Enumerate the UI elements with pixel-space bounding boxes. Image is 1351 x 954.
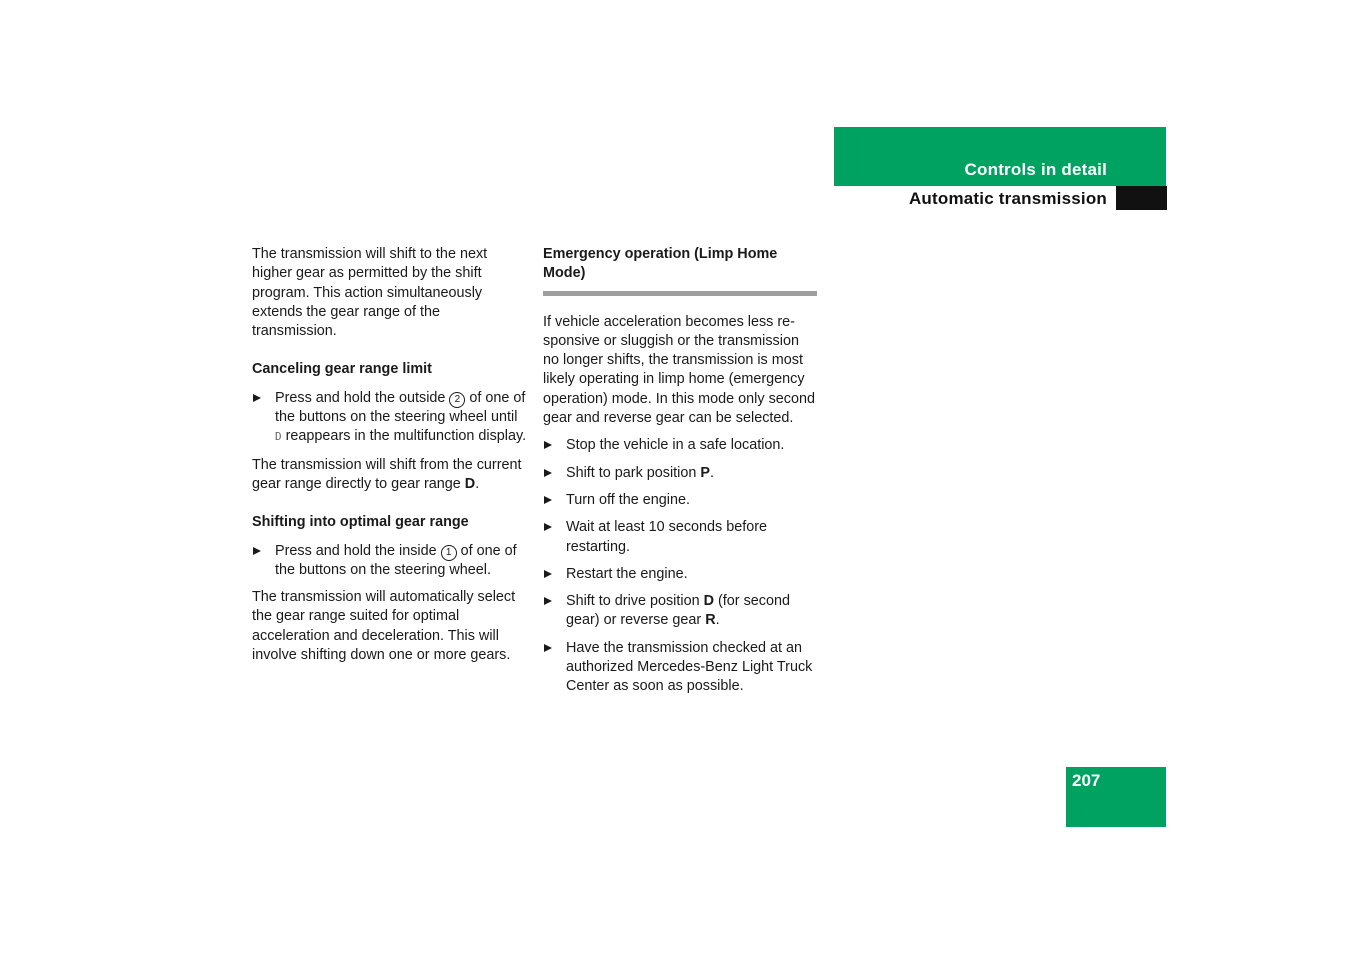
optimal-result: The transmission will automatically select the gear range suited for optimal acceleration and deceleration. This will involve shifting down one or more gears. (252, 589, 516, 664)
callout-number-icon: 2 (449, 392, 465, 408)
gear-symbol: R (705, 612, 716, 629)
cancel-step-1: Press and hold the outside 2 of one of the buttons on the steering wheel until D reappears in the multifunction display. (252, 389, 527, 447)
emergency-step-3: Turn off the engine. (543, 491, 817, 510)
chapter-header-band (834, 127, 1166, 186)
bullet-arrow-icon (544, 570, 552, 578)
bullet-arrow-icon (544, 523, 552, 531)
heading-rule (543, 291, 817, 296)
intro-paragraph: The transmission will shift to the next higher gear as permitted by the shift program. This action simultaneously extends the gear range of the transmission. (252, 246, 488, 340)
page-number-box (1066, 767, 1166, 827)
emergency-step-4: Wait at least 10 seconds before restarting. (543, 518, 817, 557)
emergency-heading: Emergency operation (Limp Home Mode) (543, 246, 778, 282)
emergency-step-7: Have the transmission checked at an authorized Mercedes-Benz Light Truck Center as soon as possible. (543, 639, 817, 697)
gear-symbol: D (703, 593, 714, 610)
left-column (252, 245, 527, 665)
cancel-heading: Canceling gear range limit (252, 361, 432, 378)
section-tab-marker (1116, 186, 1167, 210)
emergency-step-1: Stop the vehicle in a safe location. (543, 436, 817, 455)
emergency-step-5: Restart the engine. (543, 565, 817, 584)
chapter-title: Controls in detail (964, 160, 1107, 179)
bullet-arrow-icon (544, 496, 552, 504)
section-title: Automatic transmission (908, 189, 1107, 208)
bullet-arrow-icon (253, 547, 261, 555)
emergency-intro: If vehicle acceleration becomes less re-sponsive or sluggish or the transmission no longer shifts, the transmission is most likely operating in limp home (emergency operation) mode. In this mode only second gear and reverse gear can be selected. (543, 313, 815, 427)
right-column (543, 245, 817, 697)
bullet-arrow-icon (544, 441, 552, 449)
page-number: 207 (1072, 771, 1101, 790)
cancel-result: The transmission will shift from the current gear range directly to gear range D. (252, 456, 522, 492)
display-symbol: D (275, 430, 282, 444)
optimal-heading: Shifting into optimal gear range (252, 514, 469, 531)
callout-number-icon: 1 (441, 545, 457, 561)
bullet-arrow-icon (544, 469, 552, 477)
optimal-step-1: Press and hold the inside 1 of one of the buttons on the steering wheel. (252, 542, 527, 581)
bullet-arrow-icon (544, 597, 552, 605)
bullet-arrow-icon (253, 394, 261, 402)
gear-symbol: D (464, 475, 476, 492)
gear-symbol: P (700, 464, 710, 481)
bullet-arrow-icon (544, 644, 552, 652)
emergency-step-2: Shift to park position P. (543, 464, 817, 483)
emergency-step-6: Shift to drive position D (for second gear) or reverse gear R. (543, 592, 817, 631)
